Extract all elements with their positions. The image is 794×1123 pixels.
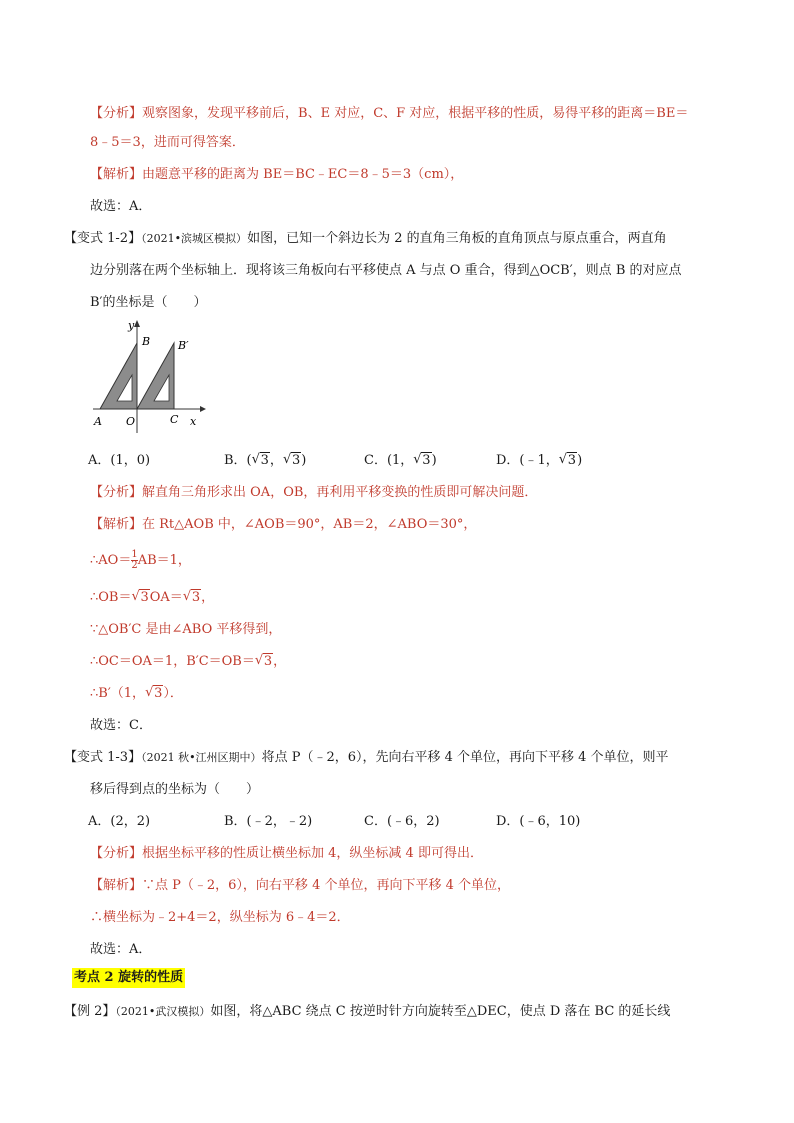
answer-line: 故选：C．: [90, 718, 152, 733]
solution-line-4: ∵△OB′C 是由∠ABO 平移得到，: [90, 622, 282, 637]
sqrt-3: [131, 588, 149, 608]
y-axis-arrow: [134, 320, 140, 327]
solution-line: [90, 165, 463, 185]
option-a[interactable]: A．(1，0): [88, 453, 151, 468]
solution-line-5: [90, 652, 286, 672]
sqrt-radicand: 3: [260, 453, 269, 468]
question-text: 如图，已知一个斜边长为 2 的直角三角板的直角顶点与原点重合，两直角: [247, 231, 667, 246]
solution-line-2: ∴横坐标为﹣2+4＝2，纵坐标为 6﹣4＝2．: [90, 910, 350, 925]
question-source: （2021 秋•江州区期中）: [141, 751, 262, 764]
solution-line-2: [90, 550, 191, 571]
question-header: 【变式 1-3】: [64, 750, 142, 765]
fraction-den: 2: [131, 560, 138, 571]
question-source: （2021•滨城区模拟）: [141, 232, 248, 245]
analysis-line-1: [90, 104, 688, 124]
option-c-post: ): [431, 453, 437, 468]
label-a: A: [94, 415, 102, 428]
solution-3-pre: ∴OB＝: [90, 590, 132, 605]
question-line-3: B′的坐标是（ ）: [90, 295, 207, 310]
analysis-line: [90, 844, 483, 864]
question-source: （2021•武汉模拟）: [115, 1005, 211, 1018]
solution-tag: 【解析】: [90, 878, 143, 893]
option-d-pre: D．(﹣1，: [496, 453, 559, 468]
solution-text: ∵点 P（﹣2，6），向右平移 4 个单位，再向下平移 4 个单位，: [142, 878, 511, 893]
solution-line-1: [90, 515, 476, 535]
label-b-prime: B′: [178, 339, 189, 352]
solution-3-mid: OA＝: [149, 590, 183, 605]
fraction-num: 1: [131, 549, 138, 560]
solution-text: 由题意平移的距离为 BE＝BC﹣EC＝8﹣5＝3（cm），: [142, 167, 464, 182]
sqrt-3: [145, 684, 163, 704]
sqrt-3: [252, 451, 270, 471]
solution-3-post: ，: [201, 590, 215, 605]
option-d-post: ): [577, 453, 583, 468]
option-c[interactable]: [364, 451, 437, 471]
label-b: B: [142, 335, 151, 348]
sqrt-3: [559, 451, 577, 471]
analysis-line-2: 8﹣5＝3，进而可得答案．: [90, 135, 245, 150]
question-header: 【变式 1-2】: [64, 231, 142, 246]
sqrt-3: [413, 451, 431, 471]
option-b-pre: B．(: [224, 453, 252, 468]
option-b-post: ): [301, 453, 307, 468]
solution-text: 在 Rt△AOB 中，∠AOB＝90°，AB＝2，∠ABO＝30°，: [142, 517, 477, 532]
solution-tag: 【解析】: [90, 517, 143, 532]
triangle-figure: [88, 315, 208, 435]
sqrt-3: [283, 451, 301, 471]
solution-6-post: ）．: [163, 686, 183, 701]
question-text: 将点 P（﹣2，6），先向右平移 4 个单位，再向下平移 4 个单位，则平: [261, 750, 669, 765]
analysis-tag: 【分析】: [90, 106, 143, 121]
option-c-pre: C．(1，: [364, 453, 414, 468]
question-line-1: [64, 748, 669, 768]
analysis-text: 观察图象，发现平移前后，B、E 对应，C、F 对应，根据平移的性质，易得平移的距离＝BE＝: [142, 106, 689, 121]
x-axis-arrow: [200, 406, 206, 412]
label-c: C: [170, 413, 179, 426]
label-x: x: [190, 415, 197, 428]
option-b[interactable]: B．(﹣2，﹣2): [224, 814, 313, 829]
solution-line-6: [90, 684, 183, 704]
solution-5-post: ，: [273, 654, 287, 669]
answer-line: 故选：A．: [90, 199, 152, 214]
question-line-1: [64, 1002, 670, 1022]
question-header: 【例 2】: [64, 1004, 116, 1019]
analysis-tag: 【分析】: [90, 485, 143, 500]
sqrt-radicand: 3: [263, 654, 273, 669]
option-d[interactable]: D．(﹣6，10): [496, 814, 581, 829]
solution-line-3: [90, 588, 214, 608]
option-d[interactable]: [496, 451, 582, 471]
sqrt-radicand: 3: [154, 686, 163, 701]
question-text: 如图，将△ABC 绕点 C 按逆时针方向旋转至△DEC，使点 D 落在 BC 的延长线: [210, 1004, 671, 1019]
solution-5-pre: ∴OC＝OA＝1，B′C＝OB＝: [90, 654, 255, 669]
sqrt-radicand: 3: [291, 453, 301, 468]
analysis-text: 根据坐标平移的性质让横坐标加 4，纵坐标减 4 即可得出．: [142, 846, 483, 861]
option-c[interactable]: C．(﹣6，2): [364, 814, 440, 829]
solution-2-pre: ∴AO＝: [90, 553, 132, 568]
sqrt-radicand: 3: [422, 453, 431, 468]
question-line-1: [64, 229, 667, 249]
question-line-2: 边分别落在两个坐标轴上．现将该三角板向右平移使点 A 与点 O 重合，得到△OCB′，则点 B 的对应点: [90, 263, 682, 278]
solution-6-pre: ∴B′（1，: [90, 686, 146, 701]
question-line-2: 移后得到点的坐标为（ ）: [90, 782, 260, 797]
solution-tag: 【解析】: [90, 167, 143, 182]
option-a[interactable]: A．(2，2): [88, 814, 151, 829]
analysis-text: 解直角三角形求出 OA，OB，再利用平移变换的性质即可解决问题．: [142, 485, 538, 500]
sqrt-3: [183, 588, 201, 608]
sqrt-3: [255, 652, 273, 672]
sqrt-radicand: 3: [567, 453, 577, 468]
sqrt-radicand: 3: [140, 590, 149, 605]
solution-2-post: AB＝1，: [137, 553, 191, 568]
option-b[interactable]: [224, 451, 306, 471]
option-b-mid: ，: [269, 453, 283, 468]
label-o: O: [126, 415, 136, 428]
sqrt-radicand: 3: [191, 590, 201, 605]
solution-line-1: [90, 876, 510, 896]
label-y: y: [128, 319, 135, 332]
answer-line: 故选：A．: [90, 942, 152, 957]
analysis-line: [90, 483, 537, 503]
section-heading: 考点 2 旋转的性质: [72, 968, 185, 988]
analysis-tag: 【分析】: [90, 846, 143, 861]
